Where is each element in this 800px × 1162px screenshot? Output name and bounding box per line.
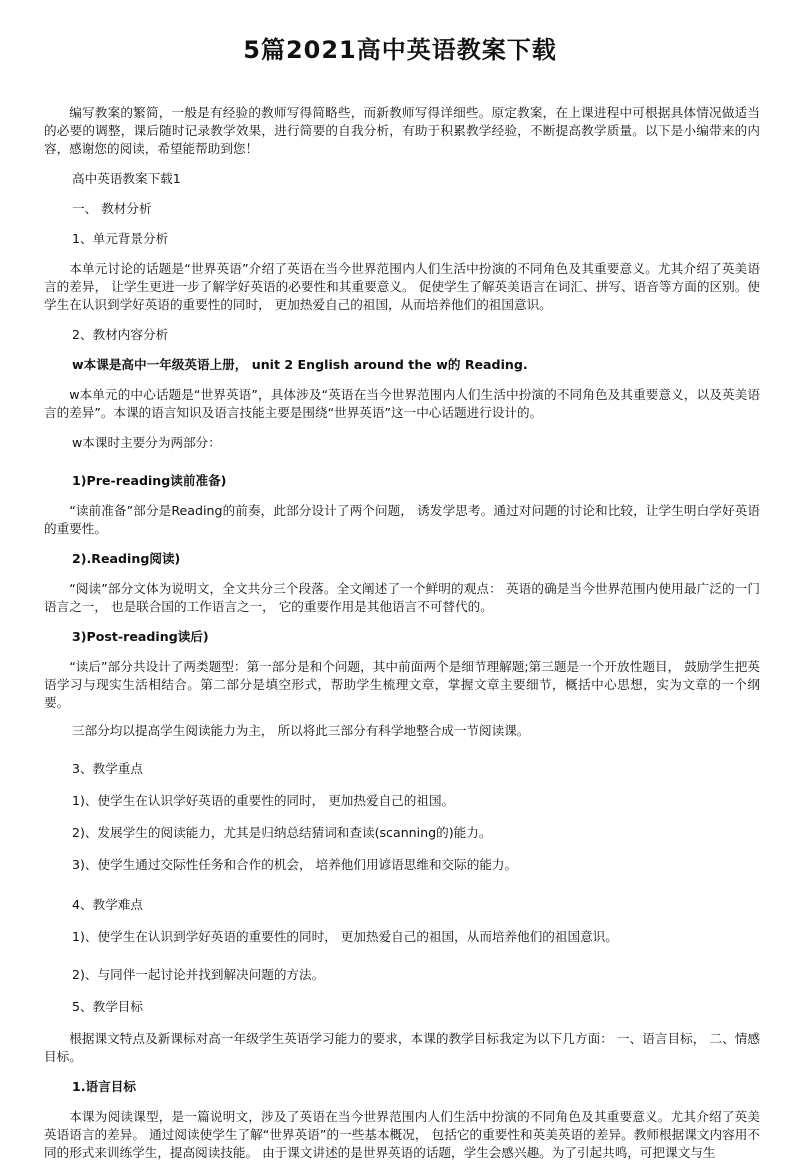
paragraph: 本课为阅读课型，是一篇说明文，涉及了英语在当今世界范围内人们生活中扮演的不同角色及其重要意义。尤其介绍了英美英语语言的差异。 通过阅读使学生了解“世界英语”的一些基本概况， 包括它的重要性和英美英语的差异。教师根据课文内容用不同的形式来训练学生，提高阅读技能。 由于课文讲述的是世界英语的话题，学生会感兴趣。为了引起共鸣，可把课文与生 [44, 1109, 760, 1160]
document-title: 5篇2021高中英语教案下载 [243, 36, 557, 64]
section-heading: 5、教学目标 [72, 999, 143, 1014]
subsection-heading: 1)Pre-reading读前准备) [72, 473, 227, 488]
subsection-heading: 1.语言目标 [72, 1079, 136, 1094]
subsection-heading: 3)Post-reading读后) [72, 629, 209, 644]
list-item: 2)、与同伴一起讨论并找到解决问题的方法。 [72, 967, 325, 982]
section-heading: 一、 教材分析 [72, 201, 152, 216]
list-item: 3)、使学生通过交际性任务和合作的机会， 培养他们用谚语思维和交际的能力。 [72, 857, 518, 872]
list-item: 1)、使学生在认识到学好英语的重要性的同时， 更加热爱自己的祖国，从而培养他们的祖国意识。 [72, 929, 618, 944]
intro-paragraph: 编写教案的繁简，一般是有经验的教师写得简略些，而新教师写得详细些。原定教案，在上课进程中可根据具体情况做适当的必要的调整，课后随时记录教学效果，进行简要的自我分析，有助于积累教学经验，不断提高教学质量。以下是小编带来的内容，感谢您的阅读，希望能帮助到您！ [44, 105, 760, 156]
section-heading: 4、教学难点 [72, 897, 143, 912]
paragraph: 根据课文特点及新课标对高一年级学生英语学习能力的要求，本课的教学目标我定为以下几方面： 一、语言目标， 二、情感目标。 [44, 1031, 760, 1064]
section-heading: 3、教学重点 [72, 761, 143, 776]
paragraph: w本课时主要分为两部分： [72, 435, 221, 450]
paragraph: w本课是高中一年级英语上册， unit 2 English around the w的 Reading. [72, 357, 528, 372]
paragraph: “读后”部分共设计了两类题型：第一部分是和个问题，其中前面两个是细节理解题;第三题是一个开放性题目， 鼓励学生把英语学习与现实生活相结合。第二部分是填空形式，帮助学生梳理文章，掌握文章主要细节，概括中心思想，实为文章的一个纲要。 [44, 659, 760, 710]
paragraph: w本单元的中心话题是“世界英语”，具体涉及“英语在当今世界范围内人们生活中扮演的不同角色及其重要意义，以及英美语言的差异”。本课的语言知识及语言技能主要是围绕“世界英语”这一中心话题进行设计的。 [44, 387, 760, 420]
paragraph: 三部分均以提高学生阅读能力为主， 所以将此三部分有科学地整合成一节阅读课。 [72, 723, 530, 738]
paragraph: “阅读”部分文体为说明文，全文共分三个段落。全文阐述了一个鲜明的观点： 英语的确是当今世界范围内使用最广泛的一门语言之一， 也是联合国的工作语言之一， 它的重要作用是其他语言不可替代的。 [44, 581, 760, 614]
subsection-heading: 2).Reading阅读) [72, 551, 181, 566]
paragraph: 本单元讨论的话题是“世界英语”介绍了英语在当今世界范围内人们生活中扮演的不同角色及其重要意义。尤其介绍了英美语言的差异， 让学生更进一步了解学好英语的必要性和其重要意义。 促使学生了解英美语言在词汇、拼写、语音等方面的区别。使学生在认识到学好英语的重要性的同时， 更加热爱自己的祖国，从而培养他们的祖国意识。 [44, 261, 760, 312]
list-item: 2)、发展学生的阅读能力，尤其是归纳总结猜词和查读(scanning的)能力。 [72, 825, 492, 840]
list-item: 1)、使学生在认识学好英语的重要性的同时， 更加热爱自己的祖国。 [72, 793, 455, 808]
lesson-title: 高中英语教案下载1 [72, 171, 181, 186]
subsection-heading: 1、单元背景分析 [72, 231, 169, 246]
subsection-heading: 2、教材内容分析 [72, 327, 169, 342]
paragraph: “读前准备”部分是Reading的前奏，此部分设计了两个问题， 诱发学思考。通过对问题的讨论和比较，让学生明白学好英语的重要性。 [44, 503, 760, 536]
document-body [44, 104, 760, 1162]
